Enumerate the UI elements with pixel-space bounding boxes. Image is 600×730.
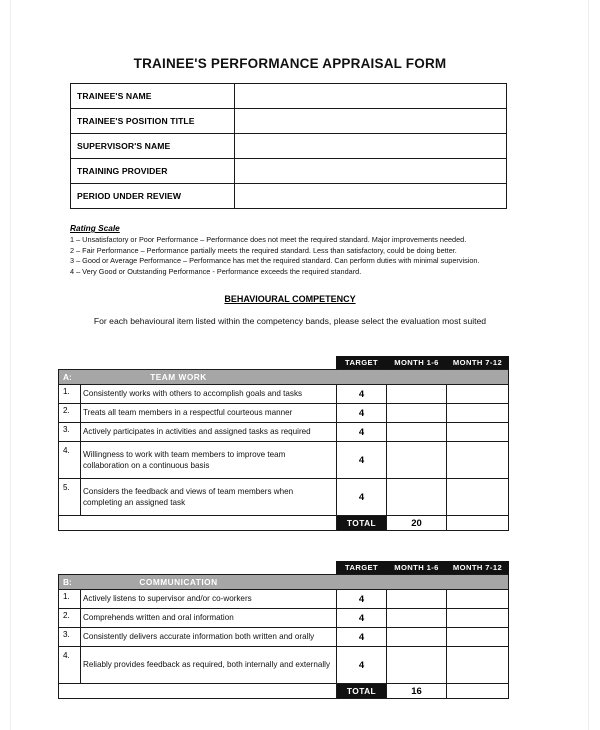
competency-item-row xyxy=(59,404,509,423)
info-row-label: TRAINING PROVIDER xyxy=(71,159,235,184)
item-month-1-6-field[interactable] xyxy=(387,385,447,404)
info-row-label: SUPERVISOR'S NAME xyxy=(71,134,235,159)
item-target-value: 4 xyxy=(337,609,387,628)
competency-table xyxy=(58,356,509,531)
behavioural-competency-heading: BEHAVIOURAL COMPETENCY xyxy=(224,294,356,304)
item-month-1-6-field[interactable] xyxy=(387,590,447,609)
total-spacer xyxy=(59,684,81,699)
item-text: Actively participates in activities and assigned tasks as required xyxy=(81,423,337,442)
item-text: Reliably provides feedback as required, both internally and externally xyxy=(81,647,337,684)
column-header-month-1-6: MONTH 1-6 xyxy=(387,561,447,575)
column-header-month-7-12: MONTH 7-12 xyxy=(447,356,509,370)
competency-section xyxy=(63,561,510,699)
rating-scale-heading: Rating Scale xyxy=(70,223,120,233)
competency-header-row xyxy=(59,356,509,370)
document-title: TRAINEE'S PERFORMANCE APPRAISAL FORM xyxy=(133,56,447,71)
item-month-1-6-field[interactable] xyxy=(387,423,447,442)
competency-item-row xyxy=(59,628,509,647)
competency-total-row xyxy=(59,684,509,699)
rating-scale-line: 1 – Unsatisfactory or Poor Performance – Performance does not meet the required standard. Major improvements needed. xyxy=(70,235,467,244)
competency-total-row xyxy=(59,516,509,531)
total-spacer-2 xyxy=(81,684,337,699)
column-header-target: TARGET xyxy=(337,356,387,370)
item-target-value: 4 xyxy=(337,442,387,479)
item-number: 3. xyxy=(59,628,81,647)
item-month-1-6-field[interactable] xyxy=(387,404,447,423)
info-row-label: PERIOD UNDER REVIEW xyxy=(71,184,235,209)
total-label: TOTAL xyxy=(337,516,387,531)
header-spacer xyxy=(59,561,337,575)
item-number: 5. xyxy=(59,479,81,516)
page-edge-right xyxy=(588,0,589,730)
info-row xyxy=(71,134,507,159)
competency-band-row xyxy=(59,575,509,590)
competency-item-row xyxy=(59,423,509,442)
total-spacer-2 xyxy=(81,516,337,531)
total-label: TOTAL xyxy=(337,684,387,699)
total-spacer xyxy=(59,516,81,531)
rating-scale-line: 3 – Good or Average Performance – Performance has met the required standard. Can perform duties with minimal supervision. xyxy=(70,256,480,265)
item-number: 4. xyxy=(59,647,81,684)
item-month-7-12-field[interactable] xyxy=(447,590,509,609)
item-target-value: 4 xyxy=(337,628,387,647)
item-target-value: 4 xyxy=(337,647,387,684)
item-month-7-12-field[interactable] xyxy=(447,404,509,423)
competency-header-row xyxy=(59,561,509,575)
competency-item-row xyxy=(59,590,509,609)
item-target-value: 4 xyxy=(337,423,387,442)
item-month-7-12-field[interactable] xyxy=(447,609,509,628)
page-content xyxy=(63,0,510,699)
info-row xyxy=(71,184,507,209)
competency-section xyxy=(63,356,510,531)
info-row-label: TRAINEE'S NAME xyxy=(71,84,235,109)
band-name: COMMUNICATION xyxy=(81,575,337,590)
item-month-7-12-field[interactable] xyxy=(447,479,509,516)
competency-band-row xyxy=(59,370,509,385)
header-spacer xyxy=(59,356,337,370)
item-target-value: 4 xyxy=(337,385,387,404)
item-month-7-12-field[interactable] xyxy=(447,442,509,479)
item-month-1-6-field[interactable] xyxy=(387,647,447,684)
band-fill xyxy=(337,575,509,590)
info-row-value-field[interactable] xyxy=(235,84,507,109)
item-month-7-12-field[interactable] xyxy=(447,385,509,404)
column-header-month-7-12: MONTH 7-12 xyxy=(447,561,509,575)
rating-scale-line: 4 – Very Good or Outstanding Performance - Performance exceeds the required standard. xyxy=(70,266,362,276)
item-month-1-6-field[interactable] xyxy=(387,442,447,479)
info-row-label: TRAINEE'S POSITION TITLE xyxy=(71,109,235,134)
page-edge-left xyxy=(10,0,11,730)
item-target-value: 4 xyxy=(337,479,387,516)
total-month-1-6-field[interactable] xyxy=(447,684,509,699)
info-row xyxy=(71,159,507,184)
info-row-value-field[interactable] xyxy=(235,184,507,209)
item-target-value: 4 xyxy=(337,590,387,609)
item-month-1-6-field[interactable] xyxy=(387,628,447,647)
band-fill xyxy=(337,370,509,385)
item-month-7-12-field[interactable] xyxy=(447,628,509,647)
item-number: 2. xyxy=(59,609,81,628)
item-number: 1. xyxy=(59,590,81,609)
item-number: 4. xyxy=(59,442,81,479)
competency-item-row xyxy=(59,609,509,628)
band-letter: A: xyxy=(59,370,81,385)
column-header-target: TARGET xyxy=(337,561,387,575)
competency-item-row xyxy=(59,385,509,404)
info-row-value-field[interactable] xyxy=(235,159,507,184)
item-month-7-12-field[interactable] xyxy=(447,423,509,442)
competency-item-row xyxy=(59,442,509,479)
item-text: Considers the feedback and views of team members when completing an assigned task xyxy=(81,479,337,516)
item-number: 2. xyxy=(59,404,81,423)
item-number: 1. xyxy=(59,385,81,404)
item-number: 3. xyxy=(59,423,81,442)
item-text: Actively listens to supervisor and/or co-workers xyxy=(81,590,337,609)
rating-scale-section xyxy=(70,223,510,277)
column-header-month-1-6: MONTH 1-6 xyxy=(387,356,447,370)
item-month-7-12-field[interactable] xyxy=(447,647,509,684)
item-target-value: 4 xyxy=(337,404,387,423)
behavioural-competency-instruction: For each behavioural item listed within the competency bands, please select the evaluation most suited xyxy=(93,316,487,326)
total-month-1-6-field[interactable] xyxy=(447,516,509,531)
item-text: Consistently works with others to accomplish goals and tasks xyxy=(81,385,337,404)
info-row-value-field[interactable] xyxy=(235,109,507,134)
item-month-1-6-field[interactable] xyxy=(387,479,447,516)
item-text: Consistently delivers accurate information both written and orally xyxy=(81,628,337,647)
info-row xyxy=(71,84,507,109)
item-text: Treats all team members in a respectful courteous manner xyxy=(81,404,337,423)
total-target-value: 16 xyxy=(387,684,447,699)
competency-item-row xyxy=(59,647,509,684)
rating-scale-line: 2 – Fair Performance – Performance partially meets the required standard. Less than satisfactory, could be doing better. xyxy=(70,245,457,255)
competency-item-row xyxy=(59,479,509,516)
info-row xyxy=(71,109,507,134)
trainee-info-table xyxy=(70,83,507,209)
competency-table xyxy=(58,561,509,699)
band-letter: B: xyxy=(59,575,81,590)
total-target-value: 20 xyxy=(387,516,447,531)
band-name: TEAM WORK xyxy=(81,370,337,385)
item-text: Comprehends written and oral information xyxy=(81,609,337,628)
item-month-1-6-field[interactable] xyxy=(387,609,447,628)
item-text: Willingness to work with team members to improve team collaboration on a continuous basis xyxy=(81,442,337,479)
info-row-value-field[interactable] xyxy=(235,134,507,159)
